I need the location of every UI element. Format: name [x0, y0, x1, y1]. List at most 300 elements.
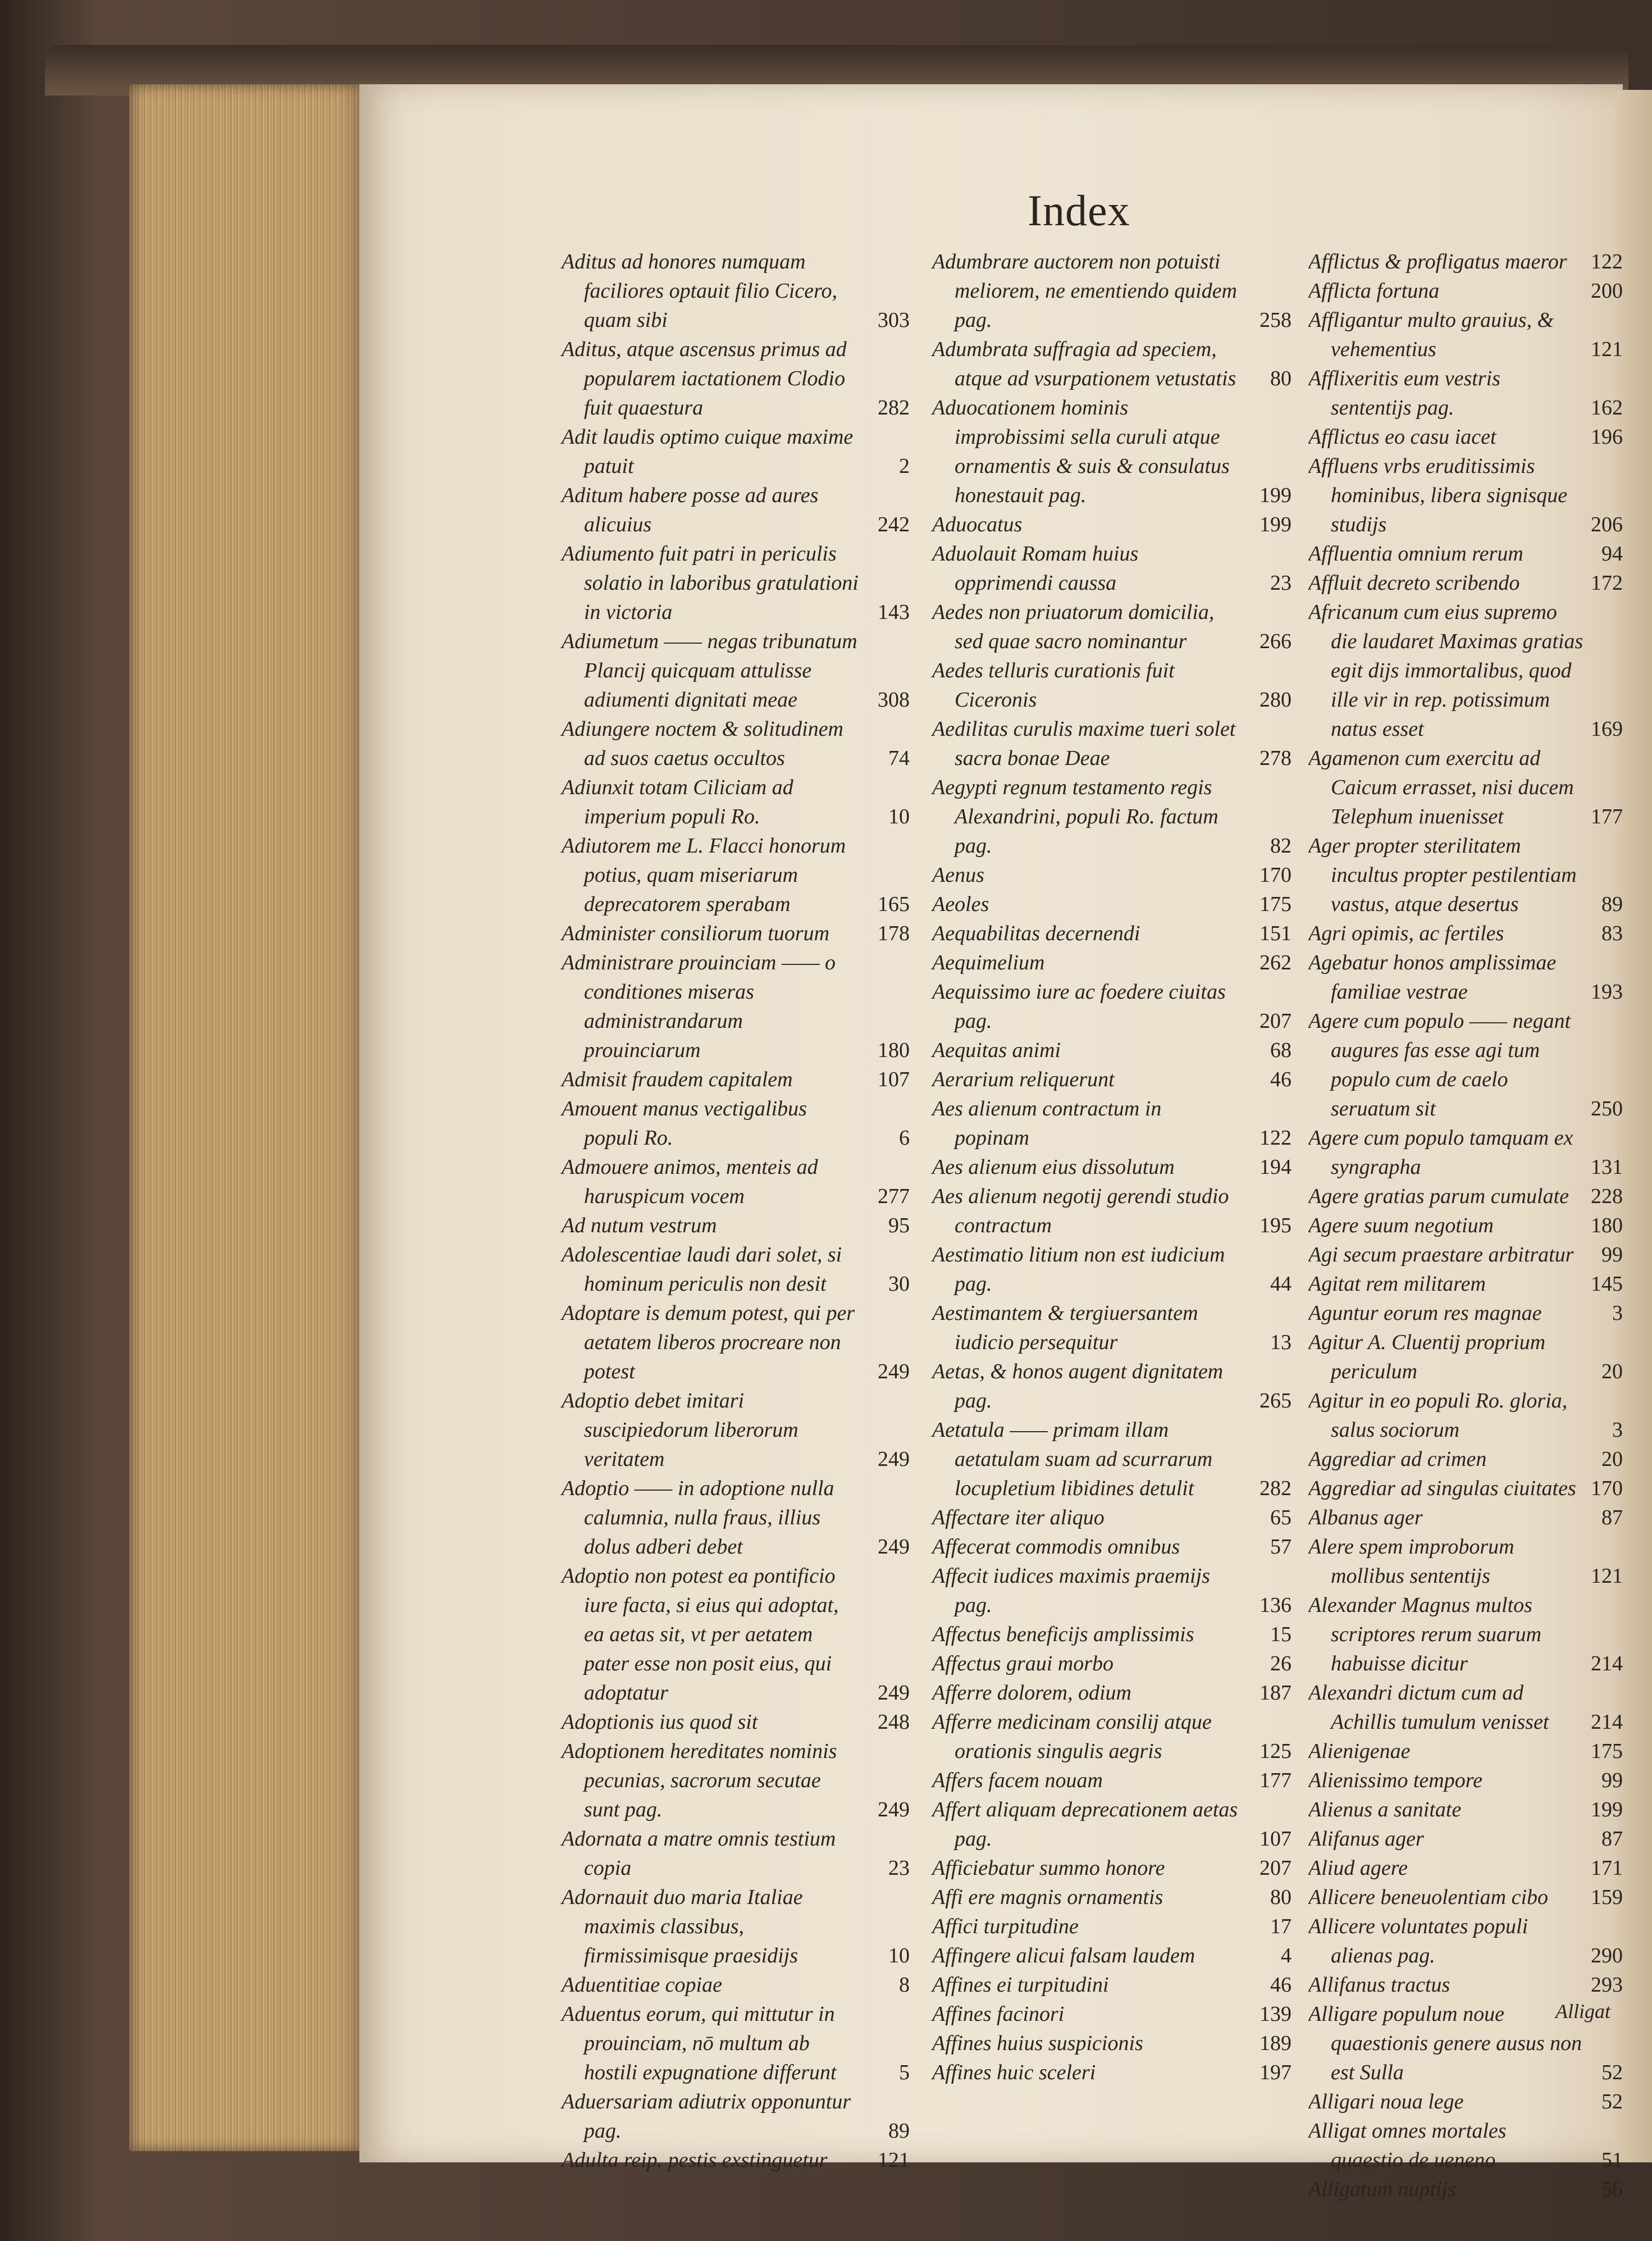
index-entry-text: Affines huic sceleri [932, 2061, 1096, 2084]
index-entry-page: 3 [1612, 1418, 1623, 1442]
index-entry-text: Aduentus eorum, qui mittutur in prouinciam, nō multum ab hostili expugnatione differunt [562, 2002, 837, 2084]
index-entry-page: 290 [1591, 1944, 1623, 1967]
index-entry-page: 23 [1270, 571, 1292, 595]
index-entry-text: Afferre medicinam consilij atque orationis singulis aegris [932, 1710, 1212, 1763]
index-entry-text: Ager propter sterilitatem incultus propter pestilentiam vastus, atque desertus [1308, 834, 1577, 916]
index-entry [932, 1503, 1292, 1532]
index-entry-page: 178 [878, 922, 910, 945]
index-entry-page: 52 [1601, 2061, 1623, 2084]
index-entry-page: 194 [1259, 1155, 1292, 1179]
index-entry-text: Alienus a sanitate [1308, 1798, 1462, 1821]
index-entry-page: 136 [1259, 1593, 1292, 1617]
index-entry-text: Alexander Magnus multos scriptores rerum suarum habuisse dicitur [1308, 1593, 1542, 1675]
index-entry-page: 250 [1591, 1097, 1623, 1120]
index-entry-page: 175 [1591, 1739, 1623, 1763]
index-entry [1308, 919, 1623, 948]
index-entry-text: Aenus [932, 863, 984, 887]
index-entry-text: Alligare populum noue quaestionis genere ausus non est Sulla [1308, 2002, 1582, 2084]
index-entry [932, 335, 1292, 393]
index-entry [932, 1912, 1292, 1941]
index-entry [932, 1649, 1292, 1678]
index-entry-text: Affi ere magnis ornamentis [932, 1885, 1163, 1909]
index-entry-text: Adumbrare auctorem non potuisti meliorem, ne ementiendo quidem pag. [932, 250, 1237, 332]
index-entry-page: 17 [1270, 1915, 1292, 1938]
index-entry [932, 773, 1292, 860]
index-entry-page: 52 [1601, 2090, 1623, 2114]
index-entry-text: Affluens vrbs eruditissimis hominibus, libera signisque studijs [1308, 454, 1568, 536]
index-entry-page: 131 [1591, 1155, 1623, 1179]
index-entry-text: Adornata a matre omnis testium copia [562, 1827, 836, 1880]
index-entry-page: 122 [1591, 250, 1623, 274]
index-entry-text: Agitat rem militarem [1308, 1272, 1486, 1296]
index-entry-text: Amouent manus vectigalibus populi Ro. [562, 1097, 807, 1150]
index-entry [1308, 744, 1623, 831]
index-entry [1308, 831, 1623, 919]
index-entry [932, 1795, 1292, 1853]
index-entry [932, 1941, 1292, 1970]
index-entry-text: Affines facinori [932, 2002, 1065, 2026]
index-entry-text: Affluit decreto scribendo [1308, 571, 1520, 595]
index-entry-page: 121 [878, 2148, 910, 2172]
index-entry [562, 714, 910, 773]
index-entry-page: 20 [1601, 1447, 1623, 1471]
index-entry [932, 1620, 1292, 1649]
index-entry-text: Afflicta fortuna [1308, 279, 1440, 303]
index-entry [932, 1853, 1292, 1883]
index-column-1 [562, 247, 910, 2175]
index-entry [932, 539, 1292, 598]
index-entry-page: 151 [1259, 922, 1292, 945]
index-entry-page: 121 [1591, 338, 1623, 361]
index-entry-page: 13 [1270, 1331, 1292, 1354]
index-column-2 [932, 247, 1292, 2087]
index-entry-text: Agere suum negotium [1308, 1214, 1494, 1237]
index-entry-text: Allicere voluntates populi alienas pag. [1308, 1915, 1528, 1967]
index-entry-page: 177 [1591, 805, 1623, 828]
index-entry-text: Aduolauit Romam huius opprimendi caussa [932, 542, 1139, 595]
index-entry-text: Aditum habere posse ad aures alicuius [562, 484, 819, 536]
index-entry-text: Adiungere noctem & solitudinem ad suos caetus occultos [562, 717, 843, 770]
index-entry-text: Afficiebatur summo honore [932, 1856, 1165, 1880]
index-entry [562, 2087, 910, 2146]
index-entry-page: 83 [1601, 922, 1623, 945]
index-entry [932, 1532, 1292, 1561]
index-entry-page: 46 [1270, 1068, 1292, 1091]
index-entry-page: 143 [878, 600, 910, 624]
index-entry-text: Adoptio —— in adoptione nulla calumnia, nulla fraus, illius dolus adberi debet [562, 1477, 834, 1559]
index-entry-page: 175 [1259, 892, 1292, 916]
index-entry-page: 51 [1601, 2148, 1623, 2172]
index-entry-page: 170 [1259, 863, 1292, 887]
index-entry-text: Adoptare is demum potest, qui per aetatem liberos procreare non potest [562, 1301, 855, 1383]
index-entry-page: 57 [1270, 1535, 1292, 1559]
index-entry [1308, 1737, 1623, 1766]
index-entry [562, 1240, 910, 1299]
index-entry [1308, 306, 1623, 364]
index-entry [562, 1883, 910, 1970]
index-entry-text: Alligari noua lege [1308, 2090, 1464, 2114]
index-entry-page: 169 [1591, 717, 1623, 741]
index-entry-text: Agamenon cum exercitu ad Caicum errasset, nisi ducem Telephum inuenisset [1308, 746, 1574, 828]
index-entry [932, 977, 1292, 1036]
index-entry-page: 23 [888, 1856, 910, 1880]
index-entry-text: Aestimatio litium non est iudicium pag. [932, 1243, 1225, 1296]
index-entry-text: Affers facem nouam [932, 1769, 1103, 1792]
index-entry-text: Adiumetum —— negas tribunatum Plancij quicquam attulisse adiumenti dignitati meae [562, 630, 857, 712]
index-entry-text: Aetas, & honos augent dignitatem pag. [932, 1360, 1224, 1413]
index-entry-page: 207 [1259, 1856, 1292, 1880]
index-entry-page: 139 [1259, 2002, 1292, 2026]
index-entry [562, 627, 910, 714]
index-entry-page: 242 [878, 513, 910, 536]
index-entry-text: Alligat omnes mortales quaestio de ueneno [1308, 2119, 1507, 2172]
index-entry-text: Afflictus & profligatus maeror [1308, 250, 1567, 274]
index-entry-text: Africanum cum eius supremo die laudaret Maximas gratias egit dijs immortalibus, quod ille vir in rep. potissimum natus esset [1308, 600, 1583, 741]
index-entry [562, 2146, 910, 2175]
index-entry-page: 303 [878, 308, 910, 332]
index-entry [562, 247, 910, 335]
index-entry-text: Agere cum populo —— negant augures fas esse agi tum populo cum de caelo seruatum sit [1308, 1009, 1571, 1120]
index-entry-text: Aes alienum negotij gerendi studio contractum [932, 1185, 1229, 1237]
index-entry [932, 1678, 1292, 1707]
index-entry [1308, 1006, 1623, 1123]
index-entry-page: 4 [1281, 1944, 1292, 1967]
index-entry-page: 10 [888, 1944, 910, 1967]
index-entry-text: Aggrediar ad singulas ciuitates [1308, 1477, 1576, 1500]
index-entry-text: Affingere alicui falsam laudem [932, 1944, 1195, 1967]
index-entry [1308, 247, 1623, 276]
index-entry-page: 2 [899, 454, 910, 478]
index-entry [932, 919, 1292, 948]
index-entry-text: Affectus beneficijs amplissimis [932, 1623, 1194, 1646]
index-entry-text: Adiumento fuit patri in periculis solatio in laboribus gratulationi in victoria [562, 542, 859, 624]
index-entry [932, 1415, 1292, 1503]
index-entry-page: 196 [1591, 425, 1623, 449]
index-entry [1308, 2087, 1623, 2116]
index-entry-text: Aduocatus [932, 513, 1023, 536]
index-entry-text: Agi secum praestare arbitratur [1308, 1243, 1574, 1267]
index-entry-text: Affecit iudices maximis praemijs pag. [932, 1564, 1210, 1617]
index-entry [932, 948, 1292, 977]
index-entry-text: Alienigenae [1308, 1739, 1411, 1763]
index-entry-page: 10 [888, 805, 910, 828]
index-entry [932, 1766, 1292, 1795]
index-entry [562, 773, 910, 831]
index-entry-text: Agere gratias parum cumulate [1308, 1185, 1569, 1208]
index-entry-page: 107 [878, 1068, 910, 1091]
index-entry-text: Alienissimo tempore [1308, 1769, 1482, 1792]
index-entry-page: 308 [878, 688, 910, 712]
index-entry-text: Affecerat commodis omnibus [932, 1535, 1180, 1559]
index-entry-text: Adolescentiae laudi dari solet, si hominum periculis non desit [562, 1243, 842, 1296]
index-entry-page: 145 [1591, 1272, 1623, 1296]
index-entry-text: Administrare prouinciam —— o conditiones miseras administrandarum prouinciarum [562, 951, 836, 1062]
index-entry [1308, 1474, 1623, 1503]
index-entry [1308, 2175, 1623, 2204]
index-entry-page: 199 [1259, 513, 1292, 536]
index-entry [932, 1299, 1292, 1357]
index-entry [562, 539, 910, 627]
index-entry-text: Admisit fraudem capitalem [562, 1068, 793, 1091]
index-entry-text: Adiutorem me L. Flacci honorum potius, quam miseriarum deprecatorem sperabam [562, 834, 846, 916]
index-entry-page: 249 [878, 1681, 910, 1705]
index-entry-page: 80 [1270, 1885, 1292, 1909]
index-entry-text: Affectus graui morbo [932, 1652, 1113, 1675]
index-entry-page: 94 [1601, 542, 1623, 566]
index-entry [1308, 1182, 1623, 1211]
index-entry-page: 214 [1591, 1652, 1623, 1675]
index-entry-page: 282 [878, 396, 910, 420]
index-entry [932, 890, 1292, 919]
index-entry-text: Aduentitiae copiae [562, 1973, 722, 1997]
index-entry [1308, 1795, 1623, 1824]
index-entry-text: Aduersariam adiutrix opponuntur pag. [562, 2090, 851, 2143]
index-entry [562, 335, 910, 422]
index-entry [1308, 1853, 1623, 1883]
index-entry [562, 1737, 910, 1824]
index-entry-page: 189 [1259, 2032, 1292, 2055]
index-entry-text: Adiunxit totam Ciliciam ad imperium populi Ro. [562, 776, 793, 828]
index-entry [1308, 1328, 1623, 1386]
catchword: Alligat [1555, 2000, 1610, 2023]
index-entry [1308, 1269, 1623, 1299]
index-entry-text: Aerarium reliquerunt [932, 1068, 1115, 1091]
index-entry [562, 1299, 910, 1386]
index-entry-text: Aequabilitas decernendi [932, 922, 1140, 945]
index-entry-text: Aliud agere [1308, 1856, 1408, 1880]
index-entry [562, 1474, 910, 1561]
index-entry [562, 1561, 910, 1707]
index-entry [562, 948, 910, 1065]
index-entry-page: 199 [1591, 1798, 1623, 1821]
index-entry-page: 193 [1591, 980, 1623, 1004]
index-entry-text: Affici turpitudine [932, 1915, 1079, 1938]
index-entry-page: 65 [1270, 1506, 1292, 1529]
index-entry-page: 30 [888, 1272, 910, 1296]
index-entry [1308, 422, 1623, 452]
index-entry-text: Alligatum nuptijs [1308, 2178, 1456, 2201]
index-entry-text: Aestimantem & tergiuersantem iudicio persequitur [932, 1301, 1198, 1354]
index-entry-page: 280 [1259, 688, 1292, 712]
index-entry-page: 177 [1259, 1769, 1292, 1792]
index-entry-text: Alifanus ager [1308, 1827, 1424, 1851]
index-entry-page: 249 [878, 1360, 910, 1383]
index-entry-page: 265 [1259, 1389, 1292, 1413]
index-entry [1308, 276, 1623, 306]
index-entry [932, 1065, 1292, 1094]
index-entry [562, 831, 910, 919]
index-entry-text: Aequissimo iure ac foedere ciuitas pag. [932, 980, 1226, 1033]
index-entry-text: Alere spem improborum mollibus sententijs [1308, 1535, 1514, 1588]
index-entry-text: Aggrediar ad crimen [1308, 1447, 1487, 1471]
index-entry [932, 1707, 1292, 1766]
index-entry [932, 598, 1292, 656]
index-entry [1308, 1766, 1623, 1795]
index-entry-page: 278 [1259, 746, 1292, 770]
index-entry [1308, 1123, 1623, 1182]
index-entry-page: 171 [1591, 1856, 1623, 1880]
index-entry-page: 74 [888, 746, 910, 770]
index-entry [1308, 598, 1623, 744]
index-entry-text: Ad nutum vestrum [562, 1214, 717, 1237]
index-entry [932, 1240, 1292, 1299]
index-entry-text: Aegypti regnum testamento regis Alexandrini, populi Ro. factum pag. [932, 776, 1219, 858]
index-entry-page: 122 [1259, 1126, 1292, 1150]
index-entry-page: 165 [878, 892, 910, 916]
index-entry-page: 249 [878, 1535, 910, 1559]
index-entry-text: Afflictus eo casu iacet [1308, 425, 1496, 449]
index-entry-text: Aedes telluris curationis fuit Ciceronis [932, 659, 1175, 712]
index-entry-page: 99 [1601, 1769, 1623, 1792]
index-entry-text: Adit laudis optimo cuique maxime patuit [562, 425, 854, 478]
index-entry-page: 197 [1259, 2061, 1292, 2084]
index-entry [1308, 1824, 1623, 1853]
index-entry [1308, 568, 1623, 598]
index-entry [932, 2058, 1292, 2087]
index-entry-page: 6 [899, 1126, 910, 1150]
index-entry-text: Agere cum populo tamquam ex syngrapha [1308, 1126, 1573, 1179]
index-entry-text: Adornauit duo maria Italiae maximis classibus, firmissimisque praesidijs [562, 1885, 803, 1967]
index-entry-text: Agebatur honos amplissimae familiae vestrae [1308, 951, 1557, 1004]
index-entry [562, 1999, 910, 2087]
index-entry [562, 1970, 910, 1999]
index-entry [932, 1094, 1292, 1153]
index-entry-page: 162 [1591, 396, 1623, 420]
index-entry [1308, 1883, 1623, 1912]
index-entry [562, 1386, 910, 1474]
index-entry [1308, 1386, 1623, 1445]
index-entry-page: 95 [888, 1214, 910, 1237]
index-entry [932, 2029, 1292, 2058]
index-entry-text: Aedes non priuatorum domicilia, sed quae sacro nominantur [932, 600, 1215, 653]
index-entry-page: 228 [1591, 1185, 1623, 1208]
index-entry [932, 656, 1292, 714]
index-entry [1308, 452, 1623, 539]
index-entry-text: Allifanus tractus [1308, 1973, 1450, 1997]
index-entry [932, 247, 1292, 335]
index-column-3 [1308, 247, 1623, 2204]
index-entry-page: 187 [1259, 1681, 1292, 1705]
index-entry-page: 82 [1270, 834, 1292, 858]
index-entry [1308, 948, 1623, 1006]
index-entry-page: 87 [1601, 1827, 1623, 1851]
index-entry [1308, 1678, 1623, 1737]
index-entry [562, 422, 910, 481]
index-entry-page: 99 [1601, 1243, 1623, 1267]
index-entry-page: 87 [1601, 1506, 1623, 1529]
index-entry-page: 262 [1259, 951, 1292, 974]
index-entry [1308, 1503, 1623, 1532]
index-entry-page: 20 [1601, 1360, 1623, 1383]
index-entry-page: 159 [1591, 1885, 1623, 1909]
index-entry [1308, 1532, 1623, 1591]
index-entry-page: 195 [1259, 1214, 1292, 1237]
page-edges [129, 84, 365, 2151]
index-entry-page: 172 [1591, 571, 1623, 595]
index-entry [562, 1211, 910, 1240]
index-entry-page: 200 [1591, 279, 1623, 303]
index-entry-text: Aditus, atque ascensus primus ad popularem iactationem Clodio fuit quaestura [562, 338, 847, 420]
index-entry-page: 44 [1270, 1272, 1292, 1296]
index-entry-text: Adumbrata suffragia ad speciem, atque ad vsurpationem vetustatis [932, 338, 1236, 390]
index-entry [562, 1824, 910, 1883]
index-entry-text: Adoptionem hereditates nominis pecunias, sacrorum secutae sunt pag. [562, 1739, 837, 1821]
index-entry [932, 1561, 1292, 1620]
index-entry-text: Aes alienum eius dissolutum [932, 1155, 1175, 1179]
index-entry-text: Adoptio non potest ea pontificio iure facta, si eius qui adoptat, ea aetas sit, vt per aetatem pater esse non posit eius, qui adoptatur [562, 1564, 839, 1705]
index-entry-text: Afflixeritis eum vestris sententijs pag. [1308, 367, 1500, 420]
index-entry-text: Aes alienum contractum in popinam [932, 1097, 1162, 1150]
index-entry-page: 80 [1270, 367, 1292, 390]
index-entry-page: 282 [1259, 1477, 1292, 1500]
index-entry-text: Admouere animos, menteis ad haruspicum vocem [562, 1155, 818, 1208]
index-entry [1308, 1912, 1623, 1970]
index-entry [1308, 1591, 1623, 1678]
index-entry-text: Agitur in eo populi Ro. gloria, salus sociorum [1308, 1389, 1568, 1442]
index-entry-page: 107 [1259, 1827, 1292, 1851]
index-entry [932, 1357, 1292, 1415]
index-entry [1308, 364, 1623, 422]
index-entry-page: 277 [878, 1185, 910, 1208]
index-entry [932, 860, 1292, 890]
index-entry-page: 293 [1591, 1973, 1623, 1997]
index-entry [1308, 539, 1623, 568]
index-entry-text: Administer consiliorum tuorum [562, 922, 830, 945]
index-entry [932, 510, 1292, 539]
index-entry [932, 393, 1292, 510]
index-entry-text: Affines huius suspicionis [932, 2032, 1143, 2055]
index-entry [932, 1036, 1292, 1065]
index-entry-text: Alexandri dictum cum ad Achillis tumulum venisset [1308, 1681, 1549, 1734]
index-entry [562, 919, 910, 948]
index-entry-page: 5 [899, 2061, 910, 2084]
index-entry-page: 249 [878, 1447, 910, 1471]
index-entry-text: Albanus ager [1308, 1506, 1423, 1529]
index-entry-text: Adoptionis ius quod sit [562, 1710, 758, 1734]
index-entry-text: Adoptio debet imitari suscipiedorum liberorum veritatem [562, 1389, 798, 1471]
index-entry-text: Affligantur multo grauius, & vehementius [1308, 308, 1554, 361]
index-entry [1308, 2116, 1623, 2175]
index-entry-text: Adulta reip. pestis exstinguetur [562, 2148, 828, 2172]
index-entry-text: Affert aliquam deprecationem aetas pag. [932, 1798, 1238, 1851]
index-entry-text: Affluentia omnium rerum [1308, 542, 1523, 566]
index-entry-page: 258 [1259, 308, 1292, 332]
index-entry-page: 15 [1270, 1623, 1292, 1646]
index-entry-text: Agri opimis, ac fertiles [1308, 922, 1504, 945]
index-entry-page: 125 [1259, 1739, 1292, 1763]
index-entry-text: Aedilitas curulis maxime tueri solet sacra bonae Deae [932, 717, 1236, 770]
index-entry-page: 249 [878, 1798, 910, 1821]
index-entry [562, 1065, 910, 1094]
index-entry-page: 266 [1259, 630, 1292, 653]
index-entry-text: Aequitas animi [932, 1038, 1061, 1062]
index-entry-page: 180 [1591, 1214, 1623, 1237]
index-entry-text: Affines ei turpitudini [932, 1973, 1109, 1997]
index-entry [1308, 1445, 1623, 1474]
index-entry-page: 26 [1270, 1652, 1292, 1675]
index-entry [1308, 1240, 1623, 1269]
index-entry-text: Aequimelium [932, 951, 1045, 974]
index-entry [932, 1182, 1292, 1240]
index-entry [1308, 1299, 1623, 1328]
index-entry-text: Aeoles [932, 892, 989, 916]
index-entry-page: 206 [1591, 513, 1623, 536]
index-entry-page: 121 [1591, 1564, 1623, 1588]
index-entry [932, 1153, 1292, 1182]
index-entry [932, 1999, 1292, 2029]
index-entry [562, 1153, 910, 1211]
index-entry-text: Aguntur eorum res magnae [1308, 1301, 1542, 1325]
